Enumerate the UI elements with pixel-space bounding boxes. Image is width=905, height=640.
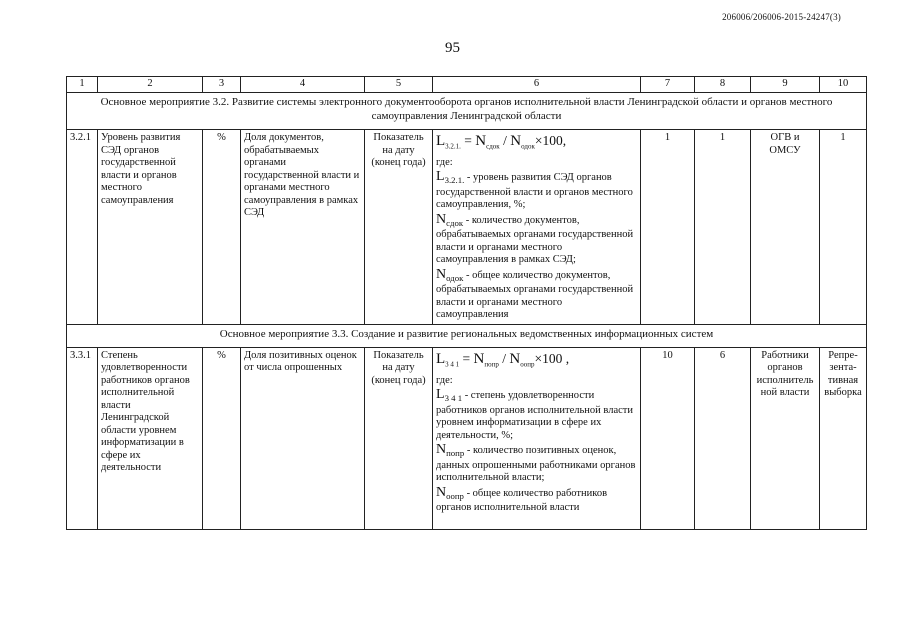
calculation-method bbox=[433, 347, 641, 529]
column-number-row bbox=[67, 77, 867, 93]
indicator-definition: Доля документов, обрабатываемых органами государственной власти и органами местного самоуправления в рамках СЭД bbox=[241, 130, 365, 325]
col-header-8: 8 bbox=[695, 77, 751, 93]
document-id: 206006/206006-2015-24247(3) bbox=[722, 12, 841, 22]
formula: $L_{3 4 1} = N_{попр} / N_{оопр}\times 100$ , bbox=[436, 350, 570, 369]
calculation-method bbox=[433, 130, 641, 325]
variable-definition: $N_{попр}$ - количество позитивных оценок, данных опрошенными работниками органов исполнительной власти; bbox=[436, 442, 636, 484]
col10-value: 1 bbox=[820, 130, 867, 325]
unit: % bbox=[203, 130, 241, 325]
col8-value: 6 bbox=[695, 347, 751, 529]
col-header-2: 2 bbox=[98, 77, 203, 93]
col-header-5: 5 bbox=[365, 77, 433, 93]
indicator-definition: Доля позитивных оценок от числа опрошенных bbox=[241, 347, 365, 529]
formula: $L_{3.2.1.} = N_{сдок} / N_{одок}\times 100$, bbox=[436, 133, 567, 151]
col-header-1: 1 bbox=[67, 77, 98, 93]
section-row-3-2 bbox=[67, 93, 867, 130]
table-row bbox=[67, 130, 867, 325]
indicator-type: Показатель на дату (конец года) bbox=[365, 130, 433, 325]
col10-value: Репре- зента- тивная выборка bbox=[820, 347, 867, 529]
row-code: 3.3.1 bbox=[67, 347, 98, 529]
indicator-name: Степень удовлетворенности работников органов исполнительной власти Ленинградской области уровнем информатизации в сфере их деятельности bbox=[98, 347, 203, 529]
col-header-3: 3 bbox=[203, 77, 241, 93]
variable-definition: $L_{3 4 1}$ - степень удовлетворенности работников органов исполнительной власти уровнем информатизации в сфере их деятельности, %; bbox=[436, 387, 633, 441]
variable-definition: $N_{сдок}$ - количество документов, обрабатываемых органами государственной власти и органами местного самоуправления в рамках СЭД; bbox=[436, 211, 634, 266]
indicators-table bbox=[66, 76, 867, 530]
unit: % bbox=[203, 347, 241, 529]
variable-definition: $N_{одок}$ - общее количество документов, обрабатываемых органами государственной власти и органами местного самоуправления bbox=[436, 266, 634, 321]
indicator-name: Уровень развития СЭД органов государственной власти и органов местного самоуправления bbox=[98, 130, 203, 325]
variable-definition: $L_{3.2.1.}$ - уровень развития СЭД органов государственной власти и органов местного самоуправления, %; bbox=[436, 169, 633, 211]
responsible-body: Работники органов исполнитель ной власти bbox=[751, 347, 820, 529]
table-row bbox=[67, 347, 867, 529]
section-row-3-3 bbox=[67, 324, 867, 347]
responsible-body: ОГВ и ОМСУ bbox=[751, 130, 820, 325]
col-header-4: 4 bbox=[241, 77, 365, 93]
where-label: где: bbox=[436, 156, 453, 168]
indicator-type: Показатель на дату (конец года) bbox=[365, 347, 433, 529]
section-title-3-3: Основное мероприятие 3.3. Создание и развитие региональных ведомственных информационных систем bbox=[67, 324, 867, 347]
col8-value: 1 bbox=[695, 130, 751, 325]
row-code: 3.2.1 bbox=[67, 130, 98, 325]
variable-definition: $N_{оопр}$ - общее количество работников органов исполнительной власти bbox=[436, 484, 608, 514]
col7-value: 10 bbox=[641, 347, 695, 529]
section-title-3-2: Основное мероприятие 3.2. Развитие системы электронного документооборота органов исполнительной власти Ленинградской области и органов местного самоуправления Ленинградской области bbox=[67, 93, 867, 130]
col-header-10: 10 bbox=[820, 77, 867, 93]
col-header-9: 9 bbox=[751, 77, 820, 93]
col-header-6: 6 bbox=[433, 77, 641, 93]
col-header-7: 7 bbox=[641, 77, 695, 93]
col7-value: 1 bbox=[641, 130, 695, 325]
where-label: где: bbox=[436, 374, 453, 386]
page-number: 95 bbox=[445, 40, 460, 56]
